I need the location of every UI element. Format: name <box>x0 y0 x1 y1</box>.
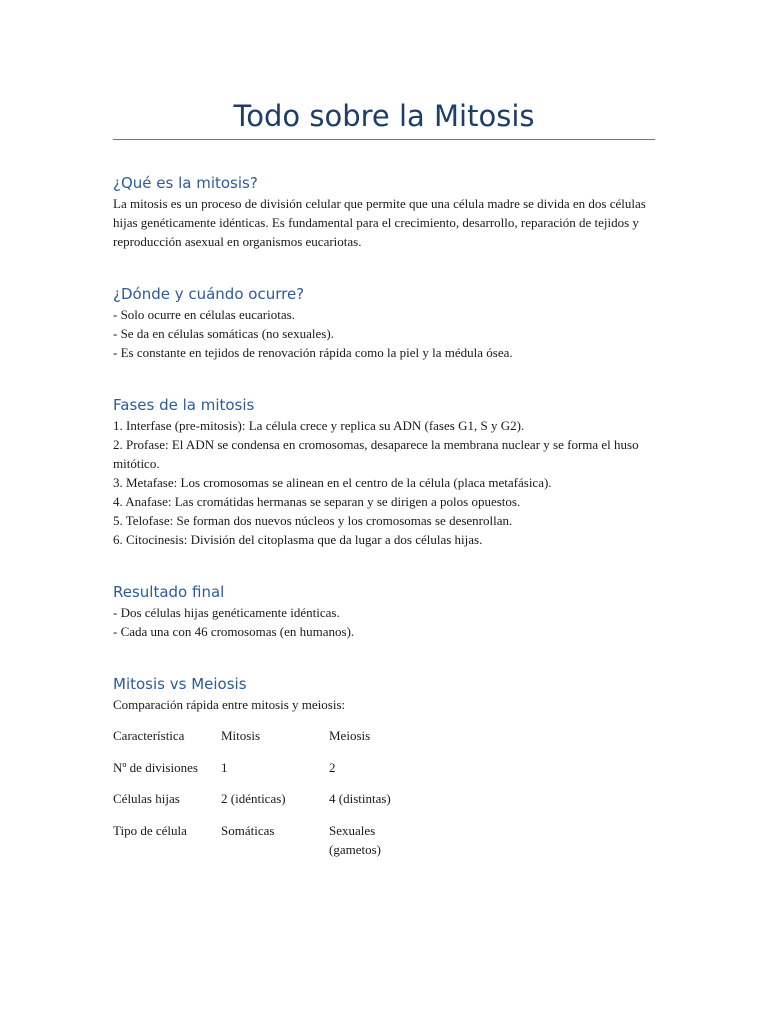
table-cell: Tipo de célula <box>113 823 187 838</box>
table-header-cell: Mitosis <box>221 728 261 743</box>
list-item: 3. Metafase: Los cromosomas se alinean en el centro de la célula (placa metafásica). <box>113 475 552 490</box>
section-intro-comparacion: Comparación rápida entre mitosis y meiosis: <box>113 697 346 712</box>
section-que-es <box>113 172 655 251</box>
table-header-row <box>113 726 419 758</box>
table-cell: Células hijas <box>113 791 180 806</box>
table-cell: Sexuales (gametos) <box>329 823 381 857</box>
section-heading-comparacion: Mitosis vs Meiosis <box>113 675 247 693</box>
document-title: Todo sobre la Mitosis <box>233 99 535 133</box>
list-item: 2. Profase: El ADN se condensa en cromosomas, desaparece la membrana nuclear y se forma el huso mitótico. <box>113 437 639 471</box>
table-row <box>113 789 419 821</box>
list-item: 6. Citocinesis: División del citoplasma que da lugar a dos células hijas. <box>113 532 483 547</box>
section-comparacion <box>113 673 655 859</box>
list-item: - Es constante en tejidos de renovación rápida como la piel y la médula ósea. <box>113 345 513 360</box>
table-header-cell: Meiosis <box>329 728 371 743</box>
list-item: 5. Telofase: Se forman dos nuevos núcleos y los cromosomas se desenrollan. <box>113 513 513 528</box>
section-heading-donde: ¿Dónde y cuándo ocurre? <box>113 285 305 303</box>
list-item: 4. Anafase: Las cromátidas hermanas se separan y se dirigen a polos opuestos. <box>113 494 521 509</box>
table-cell: 2 (idénticas) <box>221 791 286 806</box>
table-cell: 2 <box>329 760 336 775</box>
list-item: - Se da en células somáticas (no sexuales). <box>113 326 334 341</box>
table-header-cell: Característica <box>113 728 185 743</box>
section-donde <box>113 283 655 362</box>
list-item: - Cada una con 46 cromosomas (en humanos). <box>113 624 355 639</box>
table-row <box>113 821 419 859</box>
table-cell: 4 (distintas) <box>329 791 391 806</box>
section-heading-resultado: Resultado final <box>113 583 225 601</box>
comparison-table <box>113 726 419 859</box>
section-body-que-es: La mitosis es un proceso de división celular que permite que una célula madre se divida en dos células hijas genéticamente idénticas. Es fundamental para el crecimiento, desarrollo, reparación de tejidos y reproducción asexual en organismos eucariotas. <box>113 196 646 249</box>
list-item: - Solo ocurre en células eucariotas. <box>113 307 295 322</box>
document-page <box>113 0 655 859</box>
list-item: - Dos células hijas genéticamente idénticas. <box>113 605 340 620</box>
section-list-donde <box>113 305 655 362</box>
table-cell: Nº de divisiones <box>113 760 198 775</box>
title-divider <box>113 139 655 140</box>
section-heading-que-es: ¿Qué es la mitosis? <box>113 174 258 192</box>
section-resultado <box>113 581 655 641</box>
section-list-resultado <box>113 603 655 641</box>
table-cell: 1 <box>221 760 228 775</box>
section-list-fases <box>113 416 655 549</box>
section-fases <box>113 394 655 549</box>
section-heading-fases: Fases de la mitosis <box>113 396 255 414</box>
list-item: 1. Interfase (pre-mitosis): La célula crece y replica su ADN (fases G1, S y G2). <box>113 418 525 433</box>
table-cell: Somáticas <box>221 823 275 838</box>
table-row <box>113 758 419 789</box>
